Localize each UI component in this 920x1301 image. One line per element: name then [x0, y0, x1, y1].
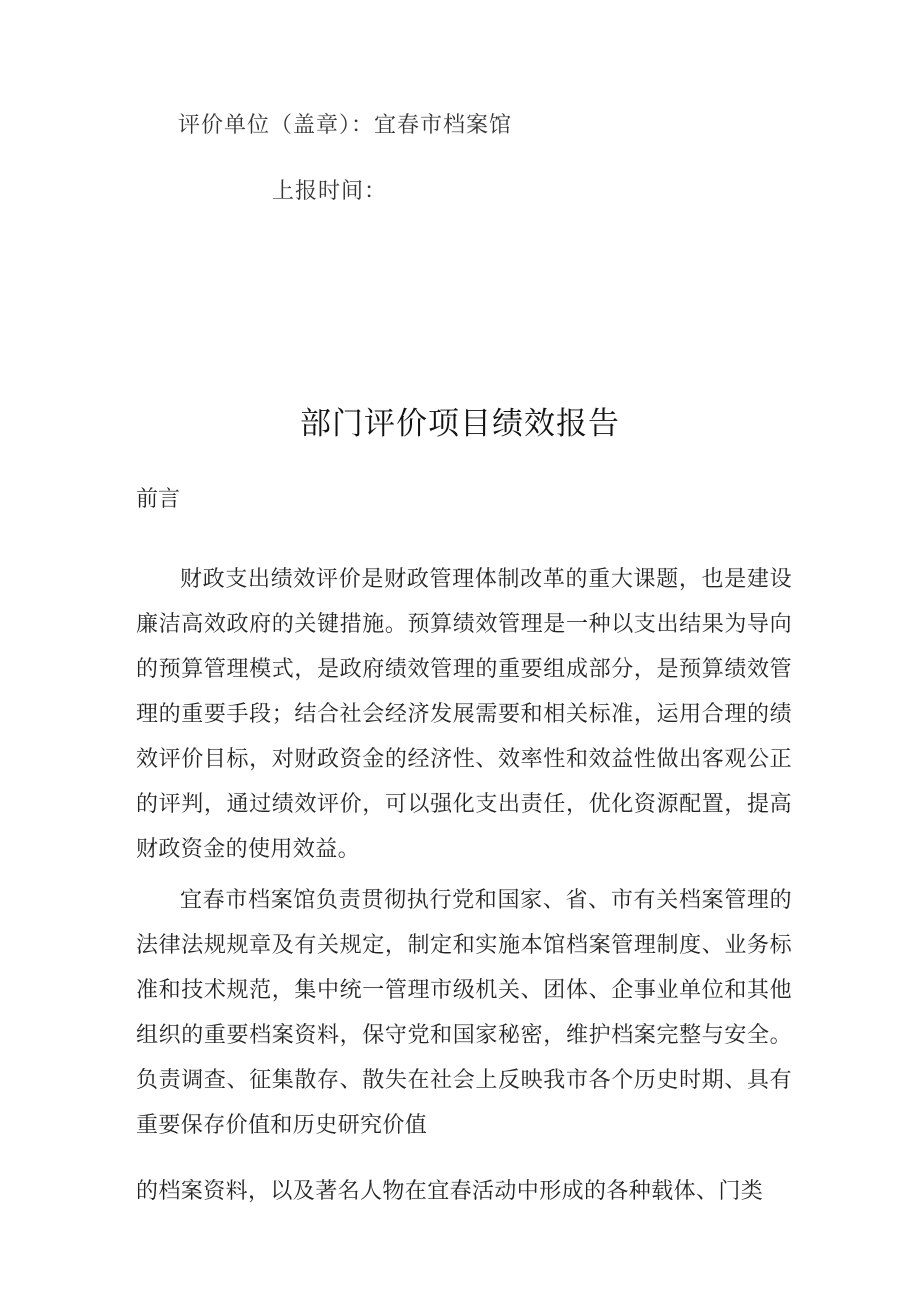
evaluation-unit-line: 评价单位（盖章）：宜春市档案馆: [178, 113, 513, 138]
document-title: 部门评价项目绩效报告: [300, 406, 620, 442]
report-time-line: 上报时间：: [272, 179, 388, 204]
section-heading-preface: 前言: [136, 487, 181, 512]
paragraph-1: 财政支出绩效评价是财政管理体制改革的重大课题，也是建设廉洁高效政府的关键措施。预算绩效管理是一种以支出结果为导向的预算管理模式，是政府绩效管理的重要组成部分，是预算绩效管理的重要手段；结合社会经济发展需要和相关标准，运用合理的绩效评价目标，对财政资金的经济性、效率性和效益性做出客观公正的评判，通过绩效评价，可以强化支出责任，优化资源配置，提高财政资金的使用效益。: [136, 567, 792, 862]
paragraph-3: 的档案资料，以及著名人物在宜春活动中形成的各种载体、门类: [136, 1179, 764, 1204]
paragraph-2: 宜春市档案馆负责贯彻执行党和国家、省、市有关档案管理的法律法规规章及有关规定，制定和实施本馆档案管理制度、业务标准和技术规范，集中统一管理市级机关、团体、企事业单位和其他组织的重要档案资料，保守党和国家秘密，维护档案完整与安全。负责调查、征集散存、散失在社会上反映我市各个历史时期、具有重要保存价值和历史研究价值: [136, 888, 792, 1138]
